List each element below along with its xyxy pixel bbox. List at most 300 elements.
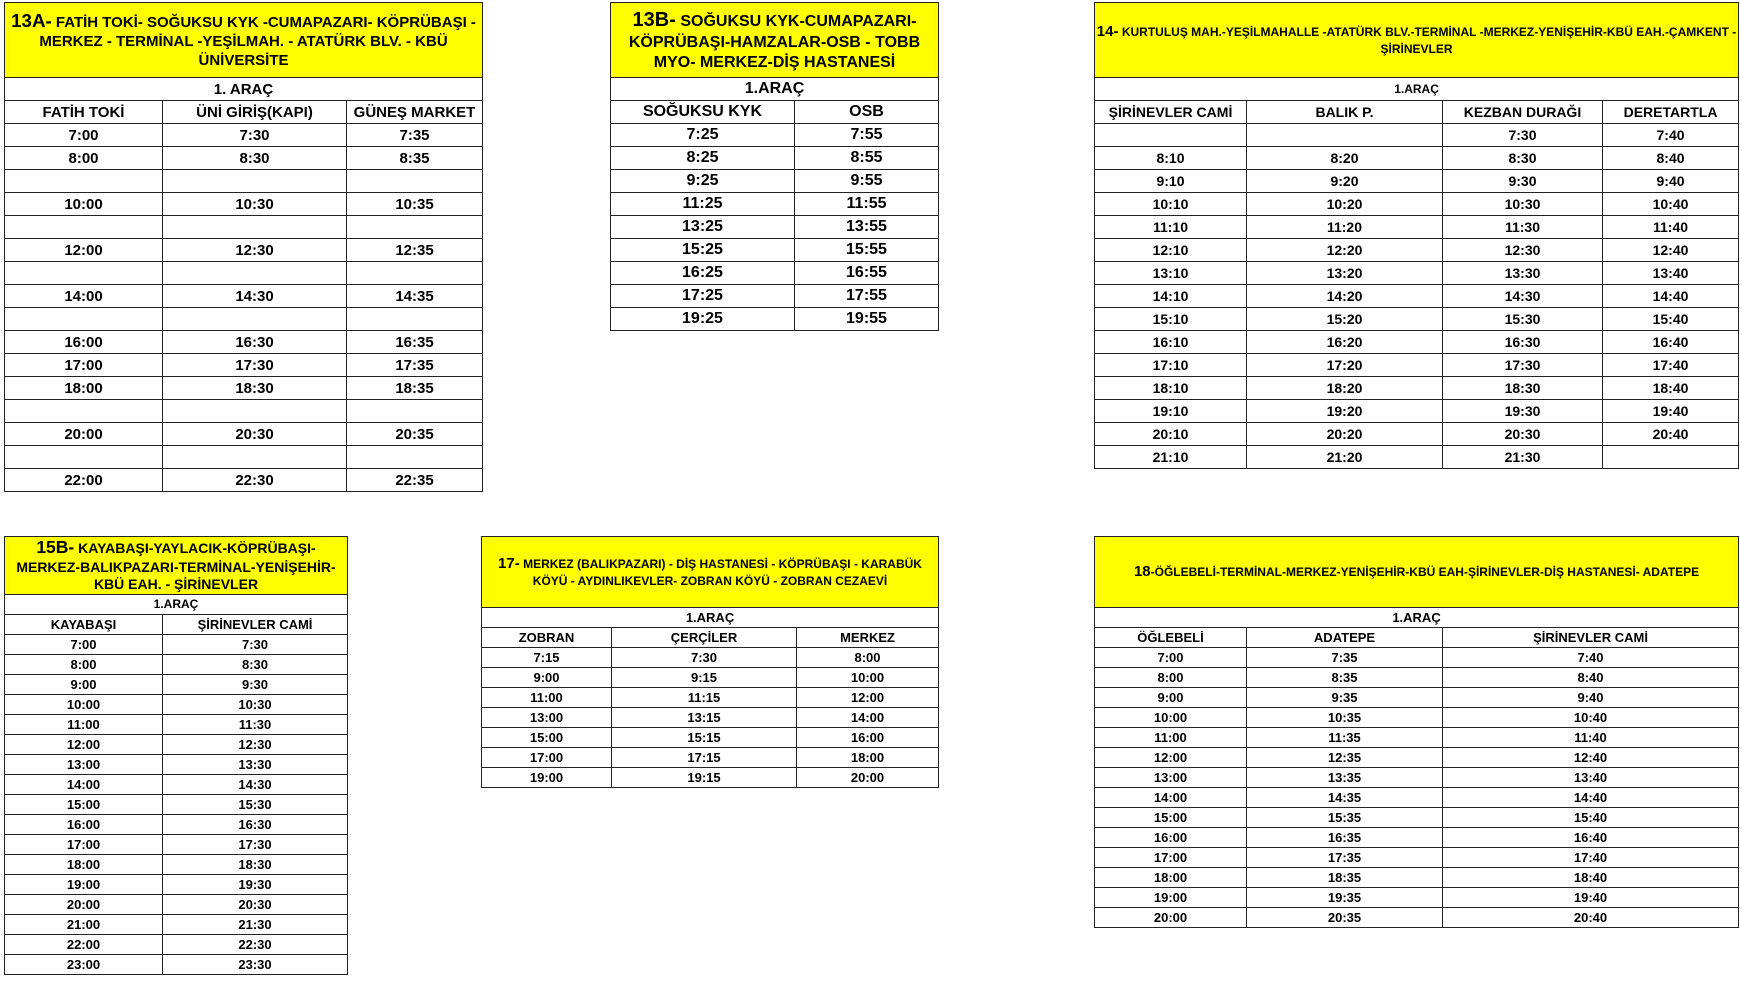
table-row [1095, 216, 1739, 239]
time-cell: 17:00 [5, 834, 163, 854]
time-cell: 11:00 [482, 688, 612, 708]
time-cell: 8:30 [163, 147, 347, 170]
time-cell: 13:00 [5, 754, 163, 774]
time-cell: 20:00 [5, 894, 163, 914]
time-cell: 16:00 [5, 814, 163, 834]
table-row [1095, 423, 1739, 446]
time-cell: 16:25 [611, 262, 795, 285]
route-title [5, 537, 348, 595]
time-cell: 19:30 [163, 874, 348, 894]
time-cell: 11:20 [1247, 216, 1443, 239]
time-cell: 9:20 [1247, 170, 1443, 193]
time-cell: 21:30 [163, 914, 348, 934]
table-row [611, 124, 939, 147]
vehicle-label: 1.ARAÇ [611, 78, 939, 101]
time-cell [163, 308, 347, 331]
table-row [611, 285, 939, 308]
column-header: ŞİRİNEVLER CAMİ [1443, 628, 1739, 648]
time-cell: 12:35 [347, 239, 483, 262]
time-cell: 21:00 [5, 914, 163, 934]
column-header: BALIK P. [1247, 101, 1443, 124]
time-cell: 16:55 [795, 262, 939, 285]
time-cell: 18:10 [1095, 377, 1247, 400]
column-header: ŞİRİNEVLER CAMİ [163, 614, 348, 634]
time-cell: 15:35 [1247, 808, 1443, 828]
header-row [5, 101, 483, 124]
time-cell: 20:00 [1095, 908, 1247, 928]
column-headers [611, 101, 939, 124]
time-rows [5, 634, 348, 974]
table-row [5, 934, 348, 954]
time-cell: 16:30 [163, 331, 347, 354]
time-cell: 18:30 [163, 377, 347, 400]
time-cell: 20:10 [1095, 423, 1247, 446]
time-cell: 9:40 [1443, 688, 1739, 708]
table-row [1095, 262, 1739, 285]
schedule-18 [1094, 536, 1738, 928]
time-cell: 13:20 [1247, 262, 1443, 285]
time-rows [5, 124, 483, 492]
time-cell: 11:40 [1603, 216, 1739, 239]
column-header: MERKEZ [797, 628, 939, 648]
schedule-15b [4, 536, 347, 975]
vehicle-label: 1.ARAÇ [482, 608, 939, 628]
time-cell: 16:35 [347, 331, 483, 354]
column-header: ŞİRİNEVLER CAMİ [1095, 101, 1247, 124]
time-cell: 22:35 [347, 469, 483, 492]
time-cell: 19:15 [612, 768, 797, 788]
time-cell: 17:30 [163, 834, 348, 854]
table-row [5, 446, 483, 469]
time-cell: 19:35 [1247, 888, 1443, 908]
header-row [611, 101, 939, 124]
time-cell: 21:10 [1095, 446, 1247, 469]
table-row [1095, 193, 1739, 216]
time-cell: 18:00 [5, 377, 163, 400]
table-row [5, 377, 483, 400]
time-cell: 15:10 [1095, 308, 1247, 331]
time-cell: 12:30 [163, 239, 347, 262]
table-row [611, 147, 939, 170]
table-row [482, 768, 939, 788]
table-row [5, 239, 483, 262]
time-cell: 10:00 [1095, 708, 1247, 728]
column-header: ÖĞLEBELİ [1095, 628, 1247, 648]
route-number: 15B- [36, 537, 75, 557]
column-headers [1095, 101, 1739, 124]
schedule-13b [610, 2, 938, 331]
time-cell: 10:40 [1443, 708, 1739, 728]
time-cell: 12:30 [163, 734, 348, 754]
time-cell: 7:00 [1095, 648, 1247, 668]
vehicle-label: 1.ARAÇ [1095, 78, 1739, 101]
time-cell: 7:55 [795, 124, 939, 147]
table-row [5, 354, 483, 377]
time-cell [163, 170, 347, 193]
time-rows [1095, 124, 1739, 469]
table-row [1095, 354, 1739, 377]
table-row [5, 634, 348, 654]
table-row [5, 308, 483, 331]
time-cell: 16:30 [163, 814, 348, 834]
time-cell: 7:40 [1603, 124, 1739, 147]
table-row [1095, 446, 1739, 469]
column-header: FATİH TOKİ [5, 101, 163, 124]
time-cell: 19:40 [1603, 400, 1739, 423]
time-cell: 18:30 [1443, 377, 1603, 400]
time-cell: 23:00 [5, 954, 163, 974]
time-cell: 21:20 [1247, 446, 1443, 469]
table-row [611, 193, 939, 216]
time-cell: 13:55 [795, 216, 939, 239]
time-cell: 20:35 [347, 423, 483, 446]
time-cell [347, 262, 483, 285]
vehicle-label: 1.ARAÇ [5, 594, 348, 614]
time-cell: 12:00 [5, 239, 163, 262]
vehicle-label: 1. ARAÇ [5, 78, 483, 101]
time-cell: 9:55 [795, 170, 939, 193]
column-header: KEZBAN DURAĞI [1443, 101, 1603, 124]
time-cell: 12:00 [797, 688, 939, 708]
time-cell: 17:35 [347, 354, 483, 377]
column-header: OSB [795, 101, 939, 124]
schedule-table [610, 2, 939, 331]
schedule-13a [4, 2, 482, 492]
time-cell: 14:30 [163, 774, 348, 794]
route-number: 14- [1096, 23, 1119, 41]
time-cell: 11:40 [1443, 728, 1739, 748]
table-row [5, 400, 483, 423]
time-cell: 19:20 [1247, 400, 1443, 423]
time-cell [5, 216, 163, 239]
time-cell: 8:55 [795, 147, 939, 170]
time-cell [163, 400, 347, 423]
time-cell: 16:40 [1603, 331, 1739, 354]
time-cell: 14:00 [797, 708, 939, 728]
time-cell: 8:40 [1603, 147, 1739, 170]
time-cell: 17:20 [1247, 354, 1443, 377]
table-row [1095, 331, 1739, 354]
table-row [1095, 170, 1739, 193]
table-row [5, 331, 483, 354]
header-row [1095, 628, 1739, 648]
time-cell: 16:10 [1095, 331, 1247, 354]
time-cell [347, 308, 483, 331]
table-row [5, 170, 483, 193]
time-cell: 8:30 [1443, 147, 1603, 170]
table-row [5, 193, 483, 216]
schedule-table [4, 2, 483, 492]
time-cell: 16:40 [1443, 828, 1739, 848]
time-cell: 17:00 [482, 748, 612, 768]
time-cell: 17:15 [612, 748, 797, 768]
time-cell: 16:00 [1095, 828, 1247, 848]
time-cell [163, 446, 347, 469]
route-stops: KURTULUŞ MAH.-YEŞİLMAHALLE -ATATÜRK BLV.-TERMİNAL -MERKEZ-YENİŞEHİR-KBÜ EAH.-ÇAMKENT - ŞİRİNEVLER [1121, 25, 1737, 56]
time-cell: 20:30 [163, 894, 348, 914]
time-cell: 8:00 [797, 648, 939, 668]
table-row [5, 654, 348, 674]
schedule-table [1094, 536, 1739, 928]
time-cell: 15:30 [1443, 308, 1603, 331]
time-cell: 8:10 [1095, 147, 1247, 170]
time-cell: 8:20 [1247, 147, 1443, 170]
time-cell [347, 216, 483, 239]
time-cell: 12:10 [1095, 239, 1247, 262]
time-cell: 12:40 [1603, 239, 1739, 262]
schedule-17 [481, 536, 938, 788]
time-cell: 12:00 [1095, 748, 1247, 768]
time-cell [5, 446, 163, 469]
column-header: KAYABAŞI [5, 614, 163, 634]
route-stops: SOĞUKSU KYK-CUMAPAZARI-KÖPRÜBAŞI-HAMZALAR-OSB - TOBB MYO- MERKEZ-DİŞ HASTANESİ [628, 12, 921, 71]
time-cell: 7:00 [5, 124, 163, 147]
time-cell: 13:30 [163, 754, 348, 774]
time-cell: 17:55 [795, 285, 939, 308]
route-title [482, 537, 939, 608]
time-cell: 9:40 [1603, 170, 1739, 193]
column-header: DERETARTLA [1603, 101, 1739, 124]
table-row [1095, 808, 1739, 828]
time-cell: 7:00 [5, 634, 163, 654]
time-cell: 19:55 [795, 308, 939, 331]
table-row [1095, 728, 1739, 748]
route-title [1095, 537, 1739, 608]
time-cell: 22:00 [5, 469, 163, 492]
time-cell: 16:00 [5, 331, 163, 354]
table-row [5, 423, 483, 446]
time-cell: 15:40 [1443, 808, 1739, 828]
time-cell: 18:40 [1443, 868, 1739, 888]
time-cell: 17:35 [1247, 848, 1443, 868]
time-cell: 14:35 [347, 285, 483, 308]
table-row [5, 954, 348, 974]
route-number: 17- [498, 555, 520, 573]
time-cell: 10:40 [1603, 193, 1739, 216]
table-row [1095, 124, 1739, 147]
time-cell: 18:00 [797, 748, 939, 768]
route-stops: KAYABAŞI-YAYLACIK-KÖPRÜBAŞI-MERKEZ-BALIKPAZARI-TERMİNAL-YENİŞEHİR- KBÜ EAH. - ŞİRİNEVLER [16, 540, 336, 593]
time-cell: 9:35 [1247, 688, 1443, 708]
time-cell: 20:40 [1443, 908, 1739, 928]
time-cell: 17:25 [611, 285, 795, 308]
table-row [482, 648, 939, 668]
table-row [1095, 748, 1739, 768]
table-row [5, 894, 348, 914]
table-row [482, 688, 939, 708]
time-cell: 9:30 [1443, 170, 1603, 193]
time-cell: 13:00 [482, 708, 612, 728]
table-row [1095, 377, 1739, 400]
time-cell: 18:00 [1095, 868, 1247, 888]
time-cell: 19:00 [5, 874, 163, 894]
time-cell: 14:00 [5, 774, 163, 794]
schedule-table [481, 536, 939, 788]
time-cell: 15:25 [611, 239, 795, 262]
table-row [611, 239, 939, 262]
time-cell: 11:30 [163, 714, 348, 734]
time-cell: 22:00 [5, 934, 163, 954]
time-cell: 15:00 [482, 728, 612, 748]
time-cell: 9:30 [163, 674, 348, 694]
time-cell [5, 400, 163, 423]
time-cell: 15:15 [612, 728, 797, 748]
time-cell: 11:10 [1095, 216, 1247, 239]
time-cell: 15:00 [1095, 808, 1247, 828]
time-cell: 13:00 [1095, 768, 1247, 788]
time-cell [5, 170, 163, 193]
time-cell: 13:25 [611, 216, 795, 239]
time-cell [1095, 124, 1247, 147]
route-title [611, 3, 939, 78]
time-cell: 7:30 [1443, 124, 1603, 147]
time-cell: 22:30 [163, 469, 347, 492]
route-title [5, 3, 483, 78]
table-row [5, 914, 348, 934]
time-cell: 12:20 [1247, 239, 1443, 262]
time-cell: 13:30 [1443, 262, 1603, 285]
time-cell: 16:35 [1247, 828, 1443, 848]
time-cell: 14:40 [1443, 788, 1739, 808]
time-cell: 14:00 [1095, 788, 1247, 808]
time-cell: 8:35 [1247, 668, 1443, 688]
time-cell: 8:25 [611, 147, 795, 170]
time-cell: 9:25 [611, 170, 795, 193]
time-cell: 8:00 [1095, 668, 1247, 688]
table-row [5, 216, 483, 239]
table-row [5, 262, 483, 285]
time-cell: 23:30 [163, 954, 348, 974]
table-row [1095, 147, 1739, 170]
time-cell: 9:00 [5, 674, 163, 694]
time-cell: 7:15 [482, 648, 612, 668]
time-cell: 14:40 [1603, 285, 1739, 308]
time-cell: 9:15 [612, 668, 797, 688]
time-cell: 20:40 [1603, 423, 1739, 446]
column-headers [5, 101, 483, 124]
time-cell: 20:30 [1443, 423, 1603, 446]
time-cell: 10:00 [797, 668, 939, 688]
table-row [1095, 648, 1739, 668]
table-row [1095, 400, 1739, 423]
time-cell: 20:30 [163, 423, 347, 446]
time-cell: 20:35 [1247, 908, 1443, 928]
time-cell: 7:30 [163, 124, 347, 147]
time-cell: 7:40 [1443, 648, 1739, 668]
table-row [5, 147, 483, 170]
column-header: SOĞUKSU KYK [611, 101, 795, 124]
vehicle-label: 1.ARAÇ [1095, 608, 1739, 628]
route-number: 13A- [11, 10, 52, 32]
time-cell: 13:10 [1095, 262, 1247, 285]
time-cell: 17:00 [5, 354, 163, 377]
time-cell: 10:30 [1443, 193, 1603, 216]
time-cell: 19:10 [1095, 400, 1247, 423]
time-cell: 15:30 [163, 794, 348, 814]
table-row [5, 754, 348, 774]
time-cell: 8:35 [347, 147, 483, 170]
time-cell: 14:35 [1247, 788, 1443, 808]
route-number: 18 [1133, 562, 1151, 580]
time-cell: 17:40 [1603, 354, 1739, 377]
time-cell: 10:35 [347, 193, 483, 216]
time-cell: 15:40 [1603, 308, 1739, 331]
time-cell: 11:55 [795, 193, 939, 216]
route-title [1095, 3, 1739, 78]
time-cell: 21:30 [1443, 446, 1603, 469]
time-cell: 11:00 [5, 714, 163, 734]
time-cell: 10:35 [1247, 708, 1443, 728]
time-cell: 12:35 [1247, 748, 1443, 768]
time-cell: 19:25 [611, 308, 795, 331]
time-cell [163, 216, 347, 239]
time-cell: 12:00 [5, 734, 163, 754]
table-row [1095, 908, 1739, 928]
table-row [1095, 788, 1739, 808]
time-cell: 20:00 [797, 768, 939, 788]
time-cell: 16:30 [1443, 331, 1603, 354]
time-cell: 9:00 [1095, 688, 1247, 708]
column-header: ADATEPE [1247, 628, 1443, 648]
header-row [482, 628, 939, 648]
time-cell: 7:30 [612, 648, 797, 668]
time-cell: 16:20 [1247, 331, 1443, 354]
time-cell: 8:30 [163, 654, 348, 674]
time-cell: 13:35 [1247, 768, 1443, 788]
time-cell: 18:30 [163, 854, 348, 874]
table-row [482, 668, 939, 688]
schedule-table [4, 536, 348, 975]
time-cell: 7:35 [1247, 648, 1443, 668]
table-row [1095, 868, 1739, 888]
column-header: GÜNEŞ MARKET [347, 101, 483, 124]
time-cell [347, 446, 483, 469]
time-cell: 7:35 [347, 124, 483, 147]
time-rows [482, 648, 939, 788]
time-cell: 15:55 [795, 239, 939, 262]
table-row [1095, 668, 1739, 688]
time-cell: 15:20 [1247, 308, 1443, 331]
table-row [611, 170, 939, 193]
table-row [5, 714, 348, 734]
time-cell: 11:00 [1095, 728, 1247, 748]
table-row [1095, 688, 1739, 708]
time-cell: 14:10 [1095, 285, 1247, 308]
table-row [5, 834, 348, 854]
schedule-14 [1094, 2, 1738, 469]
time-cell: 11:30 [1443, 216, 1603, 239]
table-row [482, 748, 939, 768]
time-cell: 10:10 [1095, 193, 1247, 216]
time-cell: 17:40 [1443, 848, 1739, 868]
time-cell: 17:30 [163, 354, 347, 377]
table-row [5, 814, 348, 834]
table-row [5, 694, 348, 714]
time-cell: 17:10 [1095, 354, 1247, 377]
time-cell: 7:25 [611, 124, 795, 147]
table-row [482, 728, 939, 748]
time-rows [611, 124, 939, 331]
time-cell: 8:00 [5, 147, 163, 170]
time-cell: 14:20 [1247, 285, 1443, 308]
table-row [1095, 768, 1739, 788]
header-row [5, 614, 348, 634]
time-rows [1095, 648, 1739, 928]
table-row [1095, 285, 1739, 308]
time-cell: 7:30 [163, 634, 348, 654]
table-row [611, 308, 939, 331]
time-cell [1247, 124, 1443, 147]
